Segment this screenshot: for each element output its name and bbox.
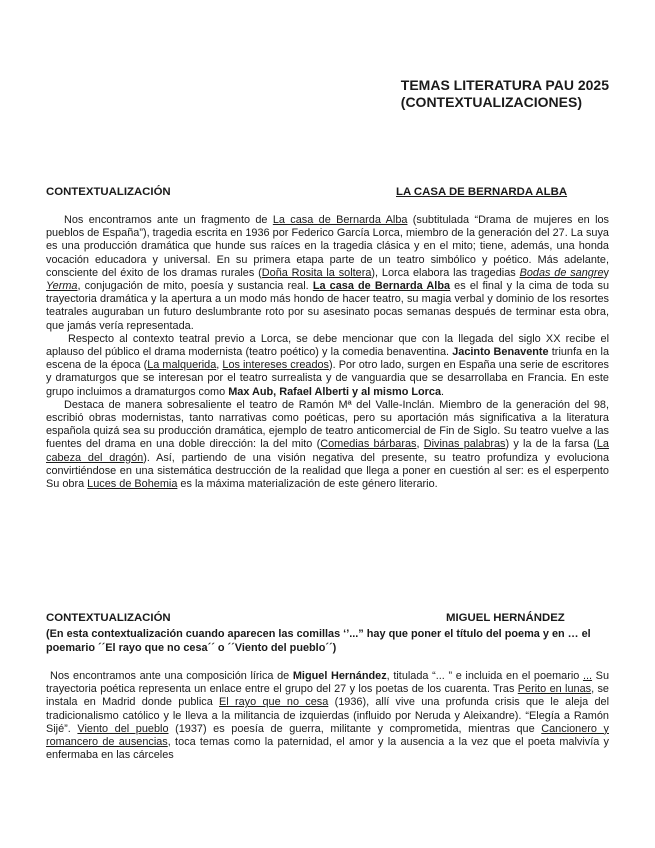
section-work-title: LA CASA DE BERNARDA ALBA — [396, 186, 568, 198]
work-reference: La cabeza del dragón — [46, 438, 609, 464]
work-placeholder: ... — [582, 670, 593, 682]
section-author: MIGUEL HERNÁNDEZ — [446, 612, 565, 624]
paragraph — [46, 399, 609, 491]
paragraph — [46, 333, 609, 399]
text-run: triunfa en la escena de la época ( — [46, 346, 609, 372]
text-run: , — [416, 438, 424, 451]
author-name: Jacinto Benavente — [452, 346, 549, 359]
text-run: es el final y la cima de toda su trayectoria dramática y la apertura a un modo más hondo de hacer teatro, su magia verbal y dominio de los resortes teatrales auguraban un futuro deslumbrante roto por su asesinato pocas semanas después de terminar esta obra, que jamás vería representada. — [46, 280, 609, 332]
section-heading-hernandez — [46, 612, 609, 626]
text-run: , toca temas como la paternidad, el amor y la ausencia a la vez que el poeta malvivía y enfermaba en las cárceles — [46, 736, 609, 762]
work-reference: Cancionero y romancero de ausencias — [46, 722, 609, 749]
section-heading-bernarda — [46, 186, 609, 200]
text-run: ). Así, partiendo de una visión negativa del presente, su teatro profundiza y evoluciona convirtiéndose en una sistemática destrucción de la realidad que llega a poner en cuestión al ser: es el esperpento Su obra — [46, 451, 609, 491]
text-run: . — [441, 385, 445, 398]
work-reference: La casa de Bernarda Alba — [272, 214, 408, 226]
work-reference: El rayo que no cesa — [219, 696, 329, 709]
text-run: , — [216, 359, 223, 372]
text-run: Nos encontramos ante un fragmento de — [64, 214, 273, 226]
work-reference: Los intereses creados — [222, 359, 329, 372]
title-line-1: TEMAS LITERATURA PAU 2025 — [400, 77, 609, 93]
work-reference: Yerma — [46, 280, 78, 293]
text-run: ). Por otro lado, surgen en España una serie de escritores y dramaturgos que se interesan por el teatro surrealista y de vanguardia que se desarrollaba en Francia. En este grupo incluimos a dramaturgos como — [46, 359, 609, 398]
text-run: es la máxima materialización de este género literario. — [177, 478, 438, 491]
text-run: , titulada “... ” e incluida en el poemario — [386, 670, 583, 682]
work-reference: Comedias bárbaras — [320, 438, 417, 451]
text-run: (1936), allí vive una profunda crisis que le aleja del tradicionalismo católico y le lleva a la militancia de izquierdas (influido por Neruda y Aleixandre). “Elegía a Ramón Sijé”. — [46, 696, 609, 735]
work-reference: La malquerida — [147, 359, 217, 372]
section-body-hernandez — [46, 670, 609, 762]
text-run: y — [603, 266, 609, 279]
text-run: (subtitulada “Drama de mujeres en los pueblos de España”), tragedia escrita en 1936 por Federico García Lorca, miembro de la generación del 27. La suya es una producción dramática que hunde sus raíces en la tragedia clásica y en el mito; tiene, además, una honda vocación educadora y universal. En su primera etapa parte de un teatro simbólico y poético. Más adelante, consciente del éxito de los dramas rurales ( — [46, 214, 609, 279]
text-run: , conjugación de mito, poesía y sustancia real. — [77, 280, 313, 293]
paragraph — [46, 214, 609, 333]
text-run: ) y la de la farsa ( — [505, 438, 597, 451]
text-run: ), Lorca elabora las tragedias — [371, 266, 520, 279]
text-run: Respecto al contexto teatral previo a Lorca, se debe mencionar que con la llegada del siglo XX recibe el aplauso del público el drama modernista (teatro poético) y la comedia benaventina. — [46, 332, 609, 359]
section-body-bernarda — [46, 214, 609, 491]
work-reference: Divinas palabras — [423, 438, 506, 451]
paragraph — [46, 670, 609, 762]
work-reference: Luces de Bohemia — [87, 478, 178, 491]
author-names: Max Aub, Rafael Alberti y al mismo Lorca — [228, 385, 442, 398]
text-run: (1937) es poesía de guerra, militante y comprometida, mientras que — [168, 722, 542, 735]
author-name: Miguel Hernández — [292, 670, 387, 682]
section-label: CONTEXTUALIZACIÓN — [46, 186, 171, 198]
text-run: Nos encontramos ante una composición lírica de — [50, 670, 293, 682]
work-reference: Bodas de sangre — [519, 266, 604, 279]
work-reference: Doña Rosita la soltera — [261, 266, 372, 279]
text-run: Su trayectoria poética representa un enlace entre el grupo del 27 y los poetas de los cuarenta. Tras — [46, 670, 609, 696]
document-title — [401, 77, 609, 111]
work-reference: Perito en lunas — [517, 683, 592, 696]
text-run: , se instala en Madrid donde publica — [46, 683, 609, 709]
instruction-note: (En esta contextualización cuando aparecen las comillas ‘’...” hay que poner el título del poema y en … el poemario ´´El rayo que no cesa´´ o ´´Viento del pueblo´´) — [46, 628, 591, 654]
title-line-2: (CONTEXTUALIZACIONES) — [400, 94, 582, 110]
work-reference: La casa de Bernarda Alba — [312, 280, 451, 293]
text-run: Destaca de manera sobresaliente el teatro de Ramón Mª del Valle-Inclán. Miembro de la generación del 98, escribió obras modernistas, tanto narrativas como poéticas, pero su aportación más significativa a la literatura española quizá sea su producción dramática, ejemplo de teatro anticomercial de Fin de Siglo. Su teatro vuelve a las fuentes del drama en una doble dirección: la del mito ( — [46, 398, 609, 451]
work-reference: Viento del pueblo — [77, 722, 169, 735]
section-label: CONTEXTUALIZACIÓN — [46, 612, 171, 624]
